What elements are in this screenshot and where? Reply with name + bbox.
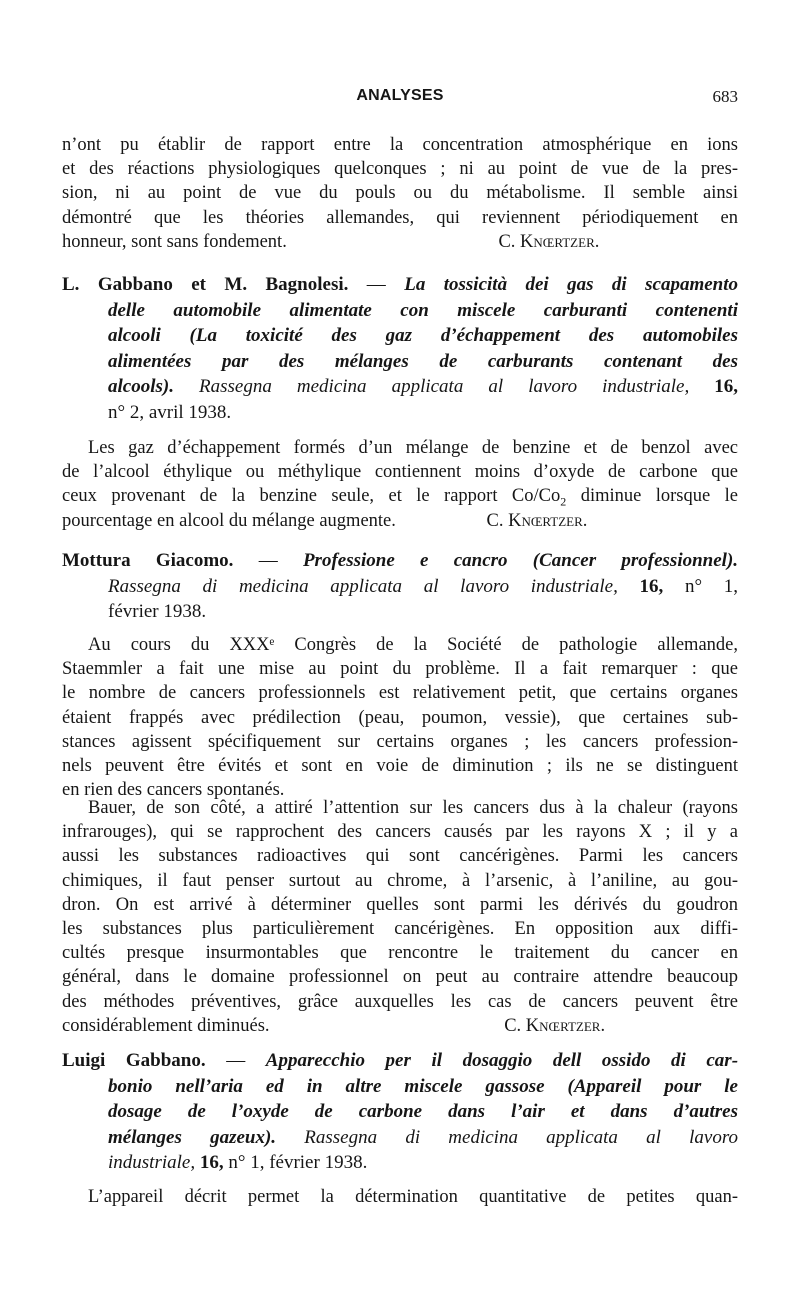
subscript: 2 — [560, 495, 567, 510]
text-line: les substances plus particulièrement cancérigènes. En opposition aux diffi- — [62, 918, 738, 939]
text-line: chimiques, il faut penser surtout au chrome, à l’arsenic, à l’aniline, au gou- — [62, 870, 738, 891]
entry-citation-line — [62, 374, 738, 400]
journal-volume: 16, — [199, 1152, 224, 1174]
text-fragment: pourcentage en alcool du mélange augmente. — [62, 510, 396, 531]
text-line: L’appareil décrit permet la détermination quantitative de petites quan- — [88, 1187, 738, 1207]
em-dash: — — [226, 1050, 246, 1071]
signature: C. Knœrtzer. — [486, 510, 588, 531]
entry-heading-line — [62, 1048, 738, 1074]
text-line: en rien des cancers spontanés. — [62, 780, 285, 801]
entry-citation-line — [62, 1125, 738, 1151]
text-line — [62, 230, 738, 254]
text-fragment: honneur, sont sans fondement. — [62, 231, 287, 252]
entry-citation-line — [62, 1150, 738, 1176]
entry-authors: L. Gabbano et M. Bagnolesi. — [62, 274, 349, 295]
page-header — [62, 87, 738, 111]
journal-issue: n° 1, — [684, 575, 739, 597]
signature: C. Knœrtzer. — [504, 1015, 606, 1036]
text-line: n’ont pu établir de rapport entre la concentration atmosphérique en ions — [62, 135, 738, 155]
text-line: Au cours du XXXᵉ Congrès de la Société de pathologie allemande, — [88, 635, 738, 655]
entry-heading-line — [62, 548, 738, 574]
entry-heading-line — [62, 272, 738, 298]
em-dash: — — [258, 550, 278, 571]
text-fragment: considérablement diminués. — [62, 1015, 270, 1036]
bibliography-entry-gabbano-bagnolesi — [62, 272, 738, 426]
entry-title-line: dosage de l’oxyde de carbone dans l’air et dans d’autres — [108, 1101, 738, 1123]
entry-authors: Mottura Giacomo. — [62, 550, 234, 571]
text-line: infrarouges), qui se rapprochent des cancers causés par les rayons X ; il y a — [62, 822, 738, 843]
text-line: démontré que les théories allemandes, qui reviennent périodiquement en — [62, 207, 738, 228]
text-line: le nombre de cancers professionnels est relativement petit, que certains organes — [62, 683, 738, 704]
journal-name: Rassegna di medicina applicata al lavoro — [304, 1126, 739, 1148]
text-line — [62, 509, 738, 533]
entry-issue-line: n° 2, avril 1938. — [108, 401, 232, 423]
text-line: de l’alcool éthylique ou méthylique contiennent moins d’oxyde de carbone que — [62, 462, 738, 483]
text-line: Bauer, de son côté, a attiré l’attention sur les cancers dus à la chaleur (rayons — [88, 798, 738, 818]
text-line — [62, 1014, 738, 1038]
abstract-paragraph — [62, 796, 738, 1038]
entry-authors: Luigi Gabbano. — [62, 1050, 206, 1071]
text-line: Les gaz d’échappement formés d’un mélange de benzine et de benzol avec — [88, 438, 738, 458]
text-line: et des réactions physiologiques quelconques ; ni au point de vue de la pres- — [62, 159, 738, 180]
entry-title-line: bonio nell’aria ed in altre miscele gassose (Appareil pour le — [108, 1075, 738, 1097]
text-fragment: ceux provenant de la benzine seule, et le rapport Co/Co — [62, 486, 561, 507]
journal-name: Rassegna di medicina applicata al lavoro industriale, — [108, 575, 618, 597]
text-line: aussi les substances radioactives qui sont cancérigènes. Parmi les cancers — [62, 846, 738, 867]
entry-title-line: delle automobile alimentate con miscele carburanti contenenti — [108, 299, 738, 321]
text-fragment: diminue lorsque le — [580, 486, 739, 507]
text-line: général, dans le domaine professionnel on peut au contraire attendre beaucoup — [62, 967, 738, 988]
text-line: stances agissent spécifiquement sur certains organes ; les cancers profession- — [62, 731, 738, 752]
continuation-paragraph — [62, 133, 738, 254]
entry-citation-line — [62, 574, 738, 600]
entry-title: mélanges gazeux). — [108, 1126, 277, 1148]
entry-date-line: février 1938. — [108, 601, 207, 623]
entry-title: Apparecchio per il dosaggio dell ossido di car- — [265, 1050, 739, 1071]
text-line: nels peuvent être évités et sont en voie de diminution ; ils ne se distinguent — [62, 755, 738, 776]
running-title: ANALYSES — [356, 87, 444, 104]
text-line: étaient frappés avec prédilection (peau, poumon, vessie), que certaines sub- — [62, 707, 738, 728]
abstract-paragraph — [62, 1185, 738, 1209]
abstract-paragraph — [62, 436, 738, 533]
text-line: dron. On est arrivé à déterminer quelles sont parmi les dérivés du goudron — [62, 894, 738, 915]
em-dash: — — [366, 274, 386, 295]
entry-title: Professione e cancro (Cancer professionnel). — [302, 550, 739, 571]
journal-name: industriale, — [108, 1152, 196, 1174]
journal-volume: 16, — [714, 376, 739, 398]
abstract-paragraph — [62, 633, 738, 802]
entry-title-line: alimentées par des mélanges de carburants contenant des — [108, 350, 738, 372]
journal-name: Rassegna medicina applicata al lavoro industriale, — [199, 376, 690, 398]
page-number: 683 — [712, 87, 738, 106]
bibliography-entry-mottura — [62, 548, 738, 625]
text-line: des méthodes préventives, grâce auxquelles les cas de cancers peuvent être — [62, 991, 738, 1012]
text-line: cultés presque insurmontables que rencontre le traitement du cancer en — [62, 943, 738, 964]
entry-title-line: alcooli (La toxicité des gaz d’échappement des automobiles — [108, 325, 738, 347]
journal-volume: 16, — [639, 575, 664, 597]
text-line: sion, ni au point de vue du pouls ou du métabolisme. Il semble ainsi — [62, 183, 738, 204]
signature: C. Knœrtzer. — [498, 231, 600, 252]
entry-title: La tossicità dei gas di scapamento — [404, 274, 738, 295]
entry-title: alcools). — [108, 376, 174, 398]
bibliography-entry-gabbano — [62, 1048, 738, 1176]
text-line — [62, 484, 738, 508]
journal-issue: n° 1, février 1938. — [228, 1152, 368, 1174]
text-line: Staemmler a fait une mise au point du problème. Il a fait remarquer : que — [62, 659, 738, 680]
